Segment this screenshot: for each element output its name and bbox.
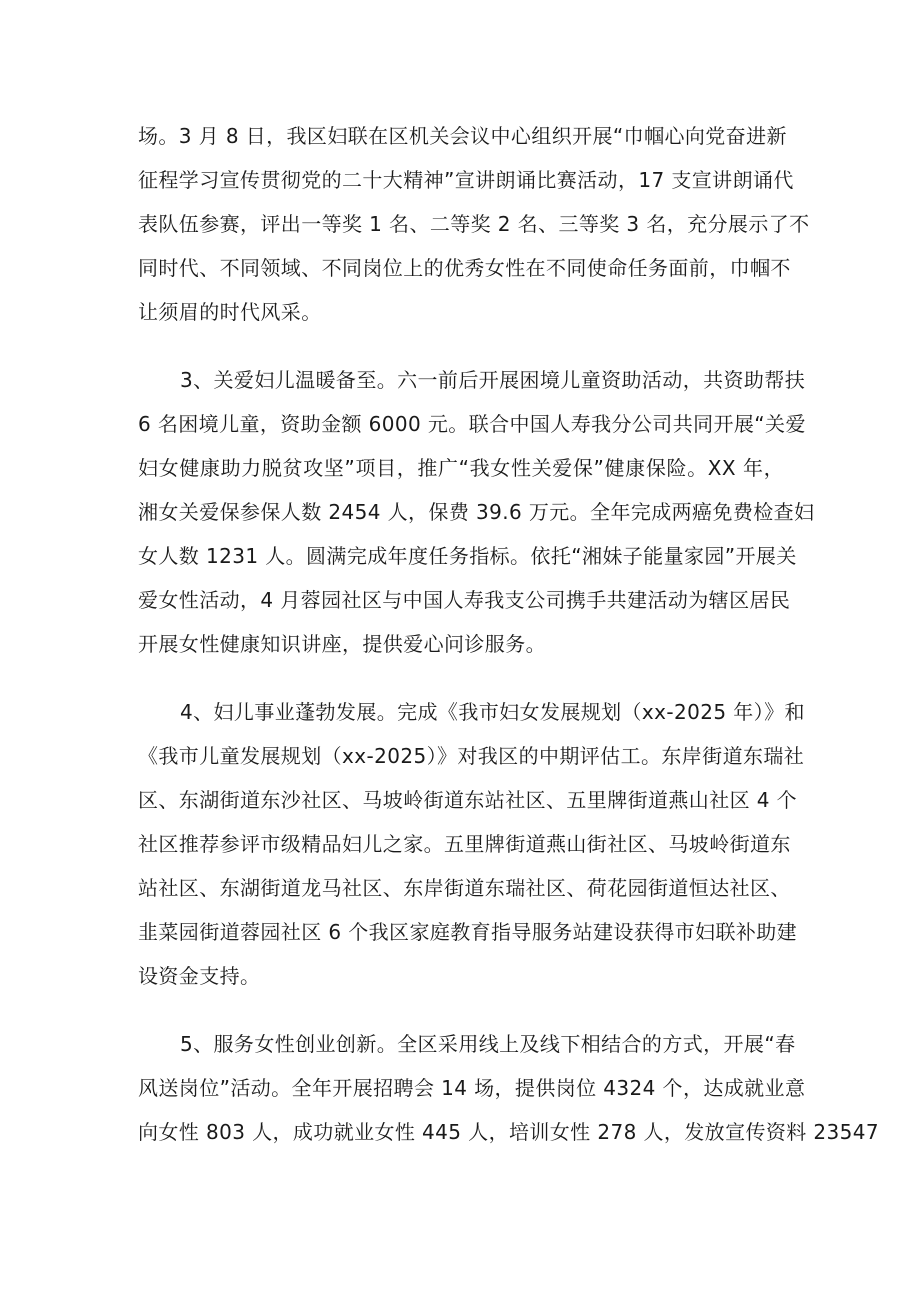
text-line: 《我市儿童发展规划（xx-2025）》对我区的中期评估工。东岸街道东瑞社	[138, 744, 805, 768]
text-line: 妇女健康助力脱贫攻坚”项目，推广“我女性关爱保”健康保险。XX 年，	[138, 456, 784, 480]
text-line: 5、服务女性创业创新。全区采用线上及线下相结合的方式，开展“春	[180, 1032, 796, 1056]
document-body	[138, 114, 880, 1154]
text-line: 社区推荐参评市级精品妇儿之家。五里牌街道燕山街社区、马坡岭街道东	[138, 832, 791, 856]
text-line: 6 名困境儿童，资助金额 6000 元。联合中国人寿我分公司共同开展“关爱	[138, 412, 806, 436]
text-line: 4、妇儿事业蓬勃发展。完成《我市妇女发展规划（xx-2025 年）》和	[180, 700, 805, 724]
paragraph-spacer	[138, 998, 784, 1022]
text-line: 让须眉的时代风采。	[138, 300, 322, 324]
paragraph-care-for-women-children	[138, 358, 815, 666]
text-line: 风送岗位”活动。全年开展招聘会 14 场，提供岗位 4324 个，达成就业意	[138, 1076, 806, 1100]
text-line: 开展女性健康知识讲座，提供爱心问诊服务。	[138, 632, 546, 656]
paragraph-women-children-development	[138, 690, 805, 998]
text-line: 女人数 1231 人。圆满完成年度任务指标。依托“湘妹子能量家园”开展关	[138, 544, 797, 568]
text-line: 湘女关爱保参保人数 2454 人，保费 39.6 万元。全年完成两癌免费检查妇	[138, 500, 815, 524]
text-line: 区、东湖街道东沙社区、马坡岭街道东站社区、五里牌街道燕山社区 4 个	[138, 788, 798, 812]
text-line: 爱女性活动，4 月蓉园社区与中国人寿我支公司携手共建活动为辖区居民	[138, 588, 791, 612]
paragraph-women-entrepreneurship	[138, 1022, 880, 1154]
paragraph-spacer	[138, 666, 784, 690]
text-line: 韭菜园街道蓉园社区 6 个我区家庭教育指导服务站建设获得市妇联补助建	[138, 920, 798, 944]
text-line: 征程学习宣传贯彻党的二十大精神”宣讲朗诵比赛活动，17 支宣讲朗诵代	[138, 168, 794, 192]
text-line: 场。3 月 8 日，我区妇联在区机关会议中心组织开展“巾帼心向党奋进新	[138, 124, 787, 148]
paragraph-spacer	[138, 334, 784, 358]
text-line: 同时代、不同领域、不同岗位上的优秀女性在不同使命任务面前，巾帼不	[138, 256, 791, 280]
text-line: 向女性 803 人，成功就业女性 445 人，培训女性 278 人，发放宣传资料 23547	[138, 1120, 880, 1144]
paragraph-contest-results	[138, 114, 810, 334]
text-line: 表队伍参赛，评出一等奖 1 名、二等奖 2 名、三等奖 3 名，充分展示了不	[138, 212, 810, 236]
text-line: 设资金支持。	[138, 964, 261, 988]
text-line: 3、关爱妇儿温暖备至。六一前后开展困境儿童资助活动，共资助帮扶	[180, 368, 806, 392]
text-line: 站社区、东湖街道龙马社区、东岸街道东瑞社区、荷花园街道恒达社区、	[138, 876, 791, 900]
